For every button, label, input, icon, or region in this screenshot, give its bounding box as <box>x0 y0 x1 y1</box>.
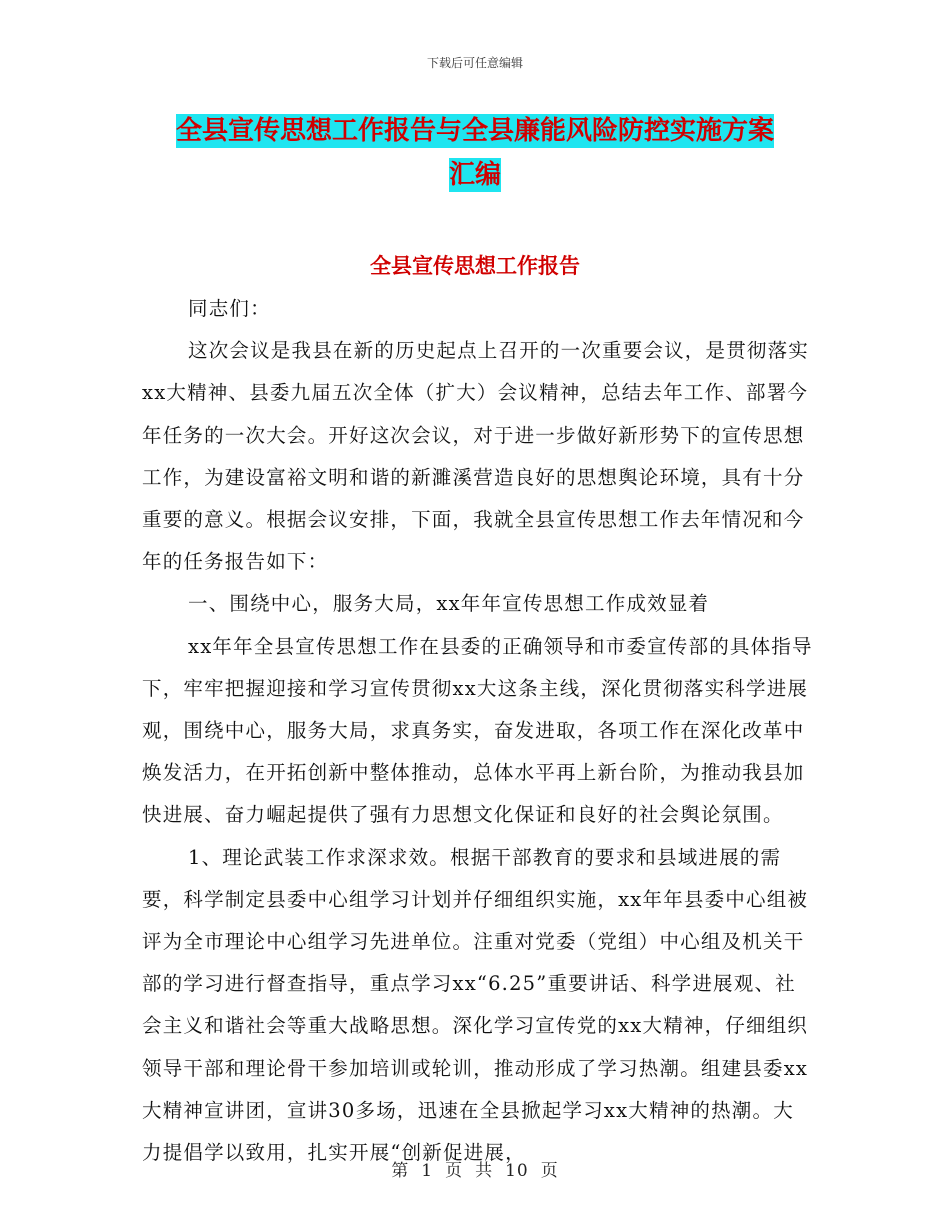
header-note: 下载后可任意编辑 <box>426 56 523 70</box>
salutation: 同志们： <box>188 297 271 320</box>
footer-total-prefix: 共 <box>475 1161 494 1181</box>
footer-mid: 页 <box>445 1161 464 1181</box>
document-body <box>142 288 814 1174</box>
paragraph-intro: 这次会议是我县在新的历史起点上召开的一次重要会议，是贯彻落实xx大精神、县委九届五次全体（扩大）会议精神，总结去年工作、部署今年任务的一次大会。开好这次会议，对于进一步做好新形势下的宣传思想工作，为建设富裕文明和谐的新濉溪营造良好的思想舆论环境，具有十分重要的意义。根据会议安排，下面，我就全县宣传思想工作去年情况和今年的任务报告如下： <box>142 339 810 574</box>
footer-prefix: 第 <box>391 1161 410 1181</box>
page-total: 10 <box>505 1161 529 1181</box>
heading-part-one: 一、围绕中心，服务大局，xx年年宣传思想工作成效显着 <box>188 592 710 616</box>
page-footer <box>0 1156 950 1181</box>
document-title <box>0 110 950 147</box>
document-title-continued <box>0 154 950 191</box>
footer-suffix: 页 <box>540 1161 559 1181</box>
paragraph-theory: 1、理论武装工作求深求效。根据干部教育的要求和县域进展的需要，科学制定县委中心组学习计划并仔细组织实施，xx年年县委中心组被评为全市理论中心组学习先进单位。注重对党委（党组）中心组及机关干部的学习进行督查指导，重点学习xx“6.25”重要讲话、科学进展观、社会主义和谐社会等重大战略思想。深化学习宣传党的xx大精神，仔细组织领导干部和理论骨干参加培训或轮训，推动形成了学习热潮。组建县委xx大精神宣讲团，宣讲30多场，迅速在全县掀起学习xx大精神的热潮。大力提倡学以致用，扎实开展“创新促进展， <box>142 845 809 1165</box>
page-number: 1 <box>421 1161 434 1181</box>
document-title-line-2: 汇编 <box>448 160 501 190</box>
paragraph-summary: xx年年全县宣传思想工作在县委的正确领导和市委宣传部的具体指导下，牢牢把握迎接和学习宣传贯彻xx大这条主线，深化贯彻落实科学进展观，围绕中心，服务大局，求真务实，奋发进取，各项工作在深化改革中焕发活力，在开拓创新中整体推动，总体水平再上新台阶，为推动我县加快进展、奋力崛起提供了强有力思想文化保证和良好的社会舆论氛围。 <box>142 634 813 827</box>
section-title: 全县宣传思想工作报告 <box>370 253 580 278</box>
document-title-line-1: 全县宣传思想工作报告与全县廉能风险防控实施方案 <box>175 116 774 146</box>
